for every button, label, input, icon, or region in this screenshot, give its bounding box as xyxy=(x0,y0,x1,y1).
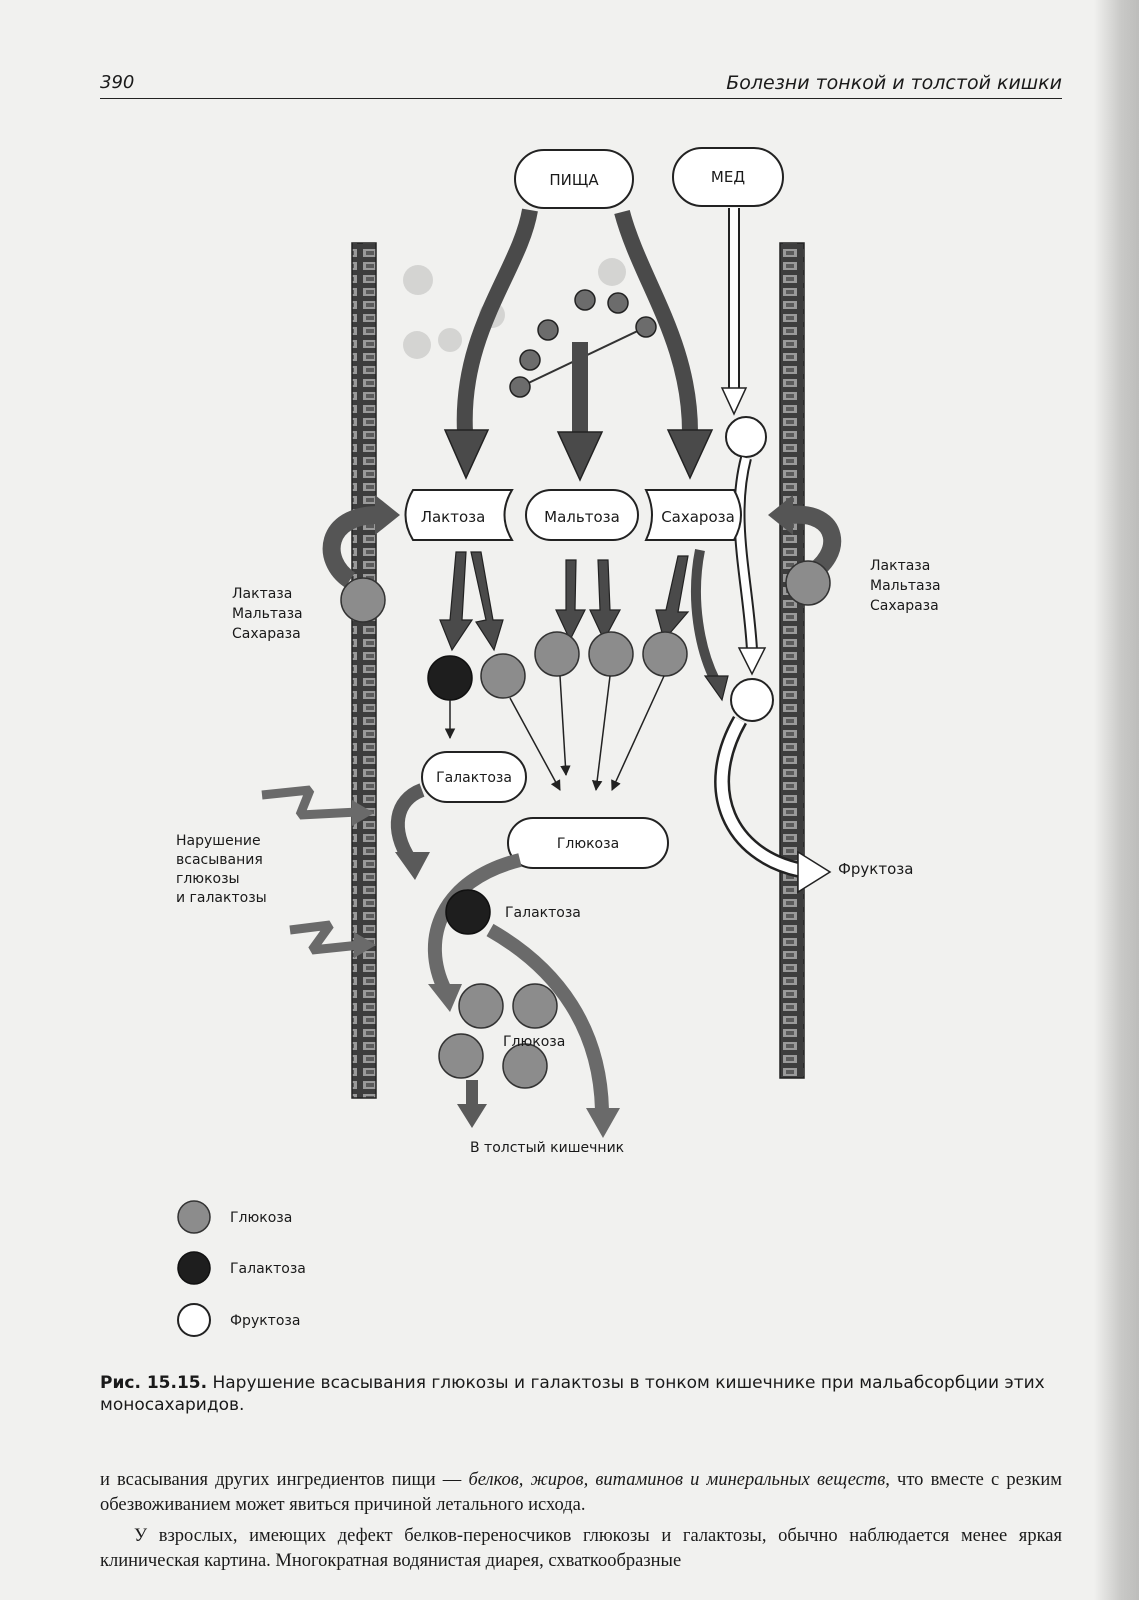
galactose-particle xyxy=(428,656,472,700)
left-enzyme-carrier xyxy=(341,578,385,622)
fructose-down-arrow xyxy=(739,648,765,674)
lactose-label: Лактоза xyxy=(420,508,486,526)
galactose-box-label: Галактоза xyxy=(436,770,512,786)
sucrose-label: Сахароза xyxy=(661,508,735,526)
glucose-cluster-particle xyxy=(459,984,503,1028)
right-enzyme-label-2: Мальтаза xyxy=(870,578,941,594)
legend-fructose-label: Фруктоза xyxy=(230,1313,301,1329)
disorder-label-2: всасывания xyxy=(176,852,263,868)
honey-label: МЕД xyxy=(710,168,746,186)
food-label: ПИЩА xyxy=(549,171,599,189)
legend xyxy=(178,1201,306,1336)
disorder-label-3: глюкозы xyxy=(176,871,240,887)
disorder-label-4: и галактозы xyxy=(176,890,267,906)
caption-number: Рис. 15.15. xyxy=(100,1373,208,1393)
honey-arrow xyxy=(722,388,746,414)
maltose-label: Мальтоза xyxy=(544,508,620,526)
disorder-bolt-lower xyxy=(290,925,360,950)
disorder-label-1: Нарушение xyxy=(176,833,261,849)
absorbed-galactose-label: Галактоза xyxy=(505,905,581,921)
glucose-to-colon-arrow xyxy=(457,1104,487,1128)
left-intestinal-wall xyxy=(352,243,376,1098)
absorbed-galactose-particle xyxy=(446,890,490,934)
p1-italic: белков, жиров, витаминов и минеральных веществ xyxy=(468,1470,886,1490)
caption-text: Нарушение всасывания глюкозы и галактозы в тонком кишечнике при мальабсорбции этих моносахаридов. xyxy=(100,1373,1045,1415)
glucose-cluster-particle xyxy=(503,1044,547,1088)
legend-glucose-swatch xyxy=(178,1201,210,1233)
figure-caption xyxy=(100,1372,1062,1416)
p1-start: и всасывания других ингредиентов пищи — xyxy=(100,1470,469,1490)
food-to-maltose-arrow xyxy=(558,432,602,480)
fructose-label: Фруктоза xyxy=(838,860,914,878)
fructose-particle-bottom xyxy=(731,679,773,721)
legend-fructose-swatch xyxy=(178,1304,210,1336)
fructose-particle-top xyxy=(726,417,766,457)
glucose-cluster-particle xyxy=(513,984,557,1028)
legend-glucose-label: Глюкоза xyxy=(230,1210,293,1226)
disorder-bolt-upper xyxy=(262,790,358,815)
glucose-particle xyxy=(643,632,687,676)
running-title: Болезни тонкой и толстой кишки xyxy=(726,72,1062,94)
page-number: 390 xyxy=(100,72,135,93)
glucose-cluster-label: Глюкоза xyxy=(503,1034,566,1050)
glucose-particle xyxy=(535,632,579,676)
right-intestinal-wall xyxy=(780,243,804,1078)
glucose-box-label: Глюкоза xyxy=(556,836,620,852)
legend-galactose-swatch xyxy=(178,1252,210,1284)
galactose-return-arrow xyxy=(398,790,422,860)
glucose-particle xyxy=(589,632,633,676)
glucose-particle xyxy=(481,654,525,698)
food-to-sucrose-arrow xyxy=(622,212,690,432)
right-enzyme-label-3: Сахараза xyxy=(870,598,939,614)
body-paragraph-1 xyxy=(100,1468,1062,1518)
legend-galactose-label: Галактоза xyxy=(230,1261,306,1277)
left-enzyme-label-2: Мальтаза xyxy=(232,606,303,622)
right-enzyme-label-1: Лактаза xyxy=(870,558,931,574)
p1-end: , что вместе с резким обезвоживанием может явиться причиной летального исхода. xyxy=(100,1470,1062,1515)
right-enzyme-carrier xyxy=(786,561,830,605)
left-enzyme-label-1: Лактаза xyxy=(232,586,293,602)
left-enzyme-label-3: Сахараза xyxy=(232,626,301,642)
fructose-absorption-arrow xyxy=(798,852,830,892)
body-paragraph-2: У взрослых, имеющих дефект белков-переносчиков глюкозы и галактозы, обычно наблюдается менее яркая клиническая картина. Многократная водянистая диарея, схваткообразные xyxy=(100,1526,1062,1571)
glucose-cluster-particle xyxy=(439,1034,483,1078)
to-colon-label: В толстый кишечник xyxy=(470,1140,625,1156)
